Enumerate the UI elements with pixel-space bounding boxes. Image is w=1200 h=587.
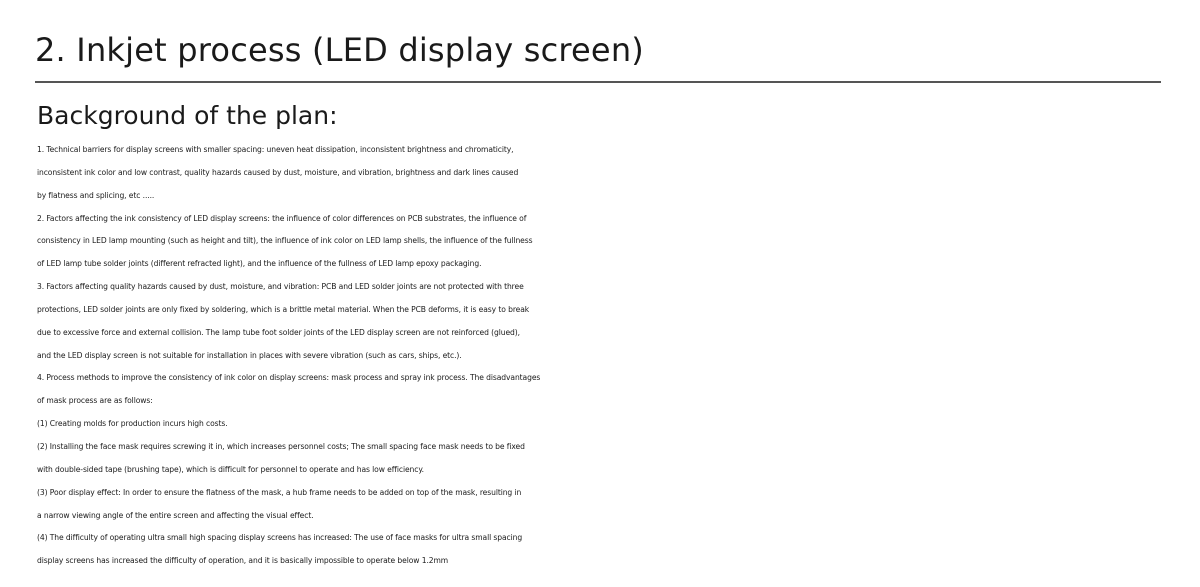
text-line: 2. Factors affecting the ink consistency of LED display screens: the influence of color differences on PCB substrates, the influence of [37,213,527,223]
text-line: by flatness and splicing, etc ..... [37,190,155,200]
text-line: (3) Poor display effect: In order to ensure the flatness of the mask, a hub frame needs to be added on top of the mask, resulting in [37,487,522,497]
text-line: (1) Creating molds for production incurs high costs. [37,419,228,429]
text-line: of LED lamp tube solder joints (different refracted light), and the influence of the fullness of LED lamp epoxy packaging. [37,259,482,269]
text-line: 3. Factors affecting quality hazards caused by dust, moisture, and vibration: PCB and LED solder joints are not protected with three [37,282,524,292]
text-line: inconsistent ink color and low contrast, quality hazards caused by dust, moisture, and vibration, brightness and dark lines caused [37,167,519,177]
text-line: due to excessive force and external collision. The lamp tube foot solder joints of the LED display screen are not reinforced (glued), [37,327,520,337]
text-line: consistency in LED lamp mounting (such as height and tilt), the influence of ink color on LED lamp shells, the influence of the fullness [37,236,533,246]
text-line: and the LED display screen is not suitable for installation in places with severe vibration (such as cars, ships, etc.). [37,350,462,360]
text-line: display screens has increased the difficulty of operation, and it is basically impossible to operate below 1.2mm [37,556,449,566]
text-line: with double-sided tape (brushing tape), which is difficult for personnel to operate and has low efficiency. [37,464,424,474]
text-line: (2) Installing the face mask requires screwing it in, which increases personnel costs; The small spacing face mask needs to be fixed [37,441,525,451]
text-line: protections, LED solder joints are only fixed by soldering, which is a brittle metal material. When the PCB deforms, it is easy to break [37,304,530,314]
text-line: 4. Process methods to improve the consistency of ink color on display screens: mask process and spray ink process. The disadvantages [37,373,541,383]
body-text [37,139,1197,573]
text-line: of mask process are as follows: [37,396,153,406]
text-line: (4) The difficulty of operating ultra small high spacing display screens has increased: The use of face masks for ultra small spacing [37,533,523,543]
text-line: a narrow viewing angle of the entire screen and affecting the visual effect. [37,510,314,520]
title-divider [35,81,1161,83]
section-heading: Background of the plan: [37,101,338,130]
text-line: 1. Technical barriers for display screens with smaller spacing: uneven heat dissipation, inconsistent brightness and chromaticity, [37,145,514,154]
slide-title: 2. Inkjet process (LED display screen) [35,31,644,69]
